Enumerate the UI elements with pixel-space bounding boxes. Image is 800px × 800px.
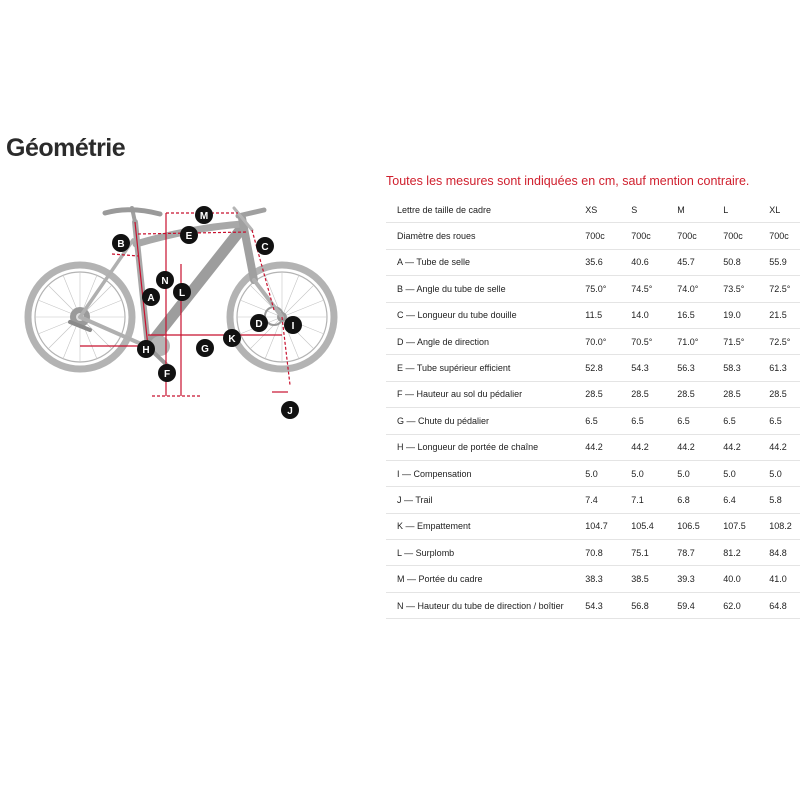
table-row xyxy=(386,460,800,486)
row-value: 55.9 xyxy=(764,249,800,275)
row-value: 5.0 xyxy=(718,460,764,486)
row-value: 70.0° xyxy=(580,328,626,354)
header-size: L xyxy=(718,197,764,223)
row-value: 75.1 xyxy=(626,540,672,566)
row-value: 7.1 xyxy=(626,487,672,513)
table-row xyxy=(386,434,800,460)
header-size: XS xyxy=(580,197,626,223)
row-value: 75.0° xyxy=(580,276,626,302)
badge-c xyxy=(256,237,274,255)
row-value: 73.5° xyxy=(718,276,764,302)
svg-text:D: D xyxy=(255,319,263,330)
row-label: G — Chute du pédalier xyxy=(386,408,580,434)
svg-text:B: B xyxy=(117,239,125,250)
row-value: 11.5 xyxy=(580,302,626,328)
row-value: 62.0 xyxy=(718,592,764,618)
table-row xyxy=(386,487,800,513)
table-row xyxy=(386,513,800,539)
row-value: 52.8 xyxy=(580,355,626,381)
row-value: 74.5° xyxy=(626,276,672,302)
badge-g xyxy=(196,339,214,357)
row-value: 72.5° xyxy=(764,328,800,354)
row-label: K — Empattement xyxy=(386,513,580,539)
row-value: 40.6 xyxy=(626,249,672,275)
row-value: 6.5 xyxy=(672,408,718,434)
row-value: 21.5 xyxy=(764,302,800,328)
table-row xyxy=(386,408,800,434)
row-label: C — Longueur du tube douille xyxy=(386,302,580,328)
row-value: 38.5 xyxy=(626,566,672,592)
table-row xyxy=(386,276,800,302)
badge-n xyxy=(156,271,174,289)
header-size: XL xyxy=(764,197,800,223)
row-value: 78.7 xyxy=(672,540,718,566)
table-row xyxy=(386,540,800,566)
row-label: F — Hauteur au sol du pédalier xyxy=(386,381,580,407)
row-value: 61.3 xyxy=(764,355,800,381)
row-value: 7.4 xyxy=(580,487,626,513)
row-value: 700c xyxy=(672,223,718,249)
row-value: 28.5 xyxy=(626,381,672,407)
row-value: 28.5 xyxy=(764,381,800,407)
row-value: 700c xyxy=(580,223,626,249)
row-value: 14.0 xyxy=(626,302,672,328)
row-value: 5.8 xyxy=(764,487,800,513)
row-label: E — Tube supérieur efficient xyxy=(386,355,580,381)
row-value: 44.2 xyxy=(626,434,672,460)
row-value: 700c xyxy=(626,223,672,249)
table-row xyxy=(386,249,800,275)
row-label: L — Surplomb xyxy=(386,540,580,566)
row-value: 5.0 xyxy=(672,460,718,486)
row-label: I — Compensation xyxy=(386,460,580,486)
row-value: 39.3 xyxy=(672,566,718,592)
svg-text:F: F xyxy=(163,369,171,380)
row-label: H — Longueur de portée de chaîne xyxy=(386,434,580,460)
row-label: B — Angle du tube de selle xyxy=(386,276,580,302)
row-label: M — Portée du cadre xyxy=(386,566,580,592)
geometry-table xyxy=(386,197,800,619)
row-value: 44.2 xyxy=(580,434,626,460)
header-size: S xyxy=(626,197,672,223)
svg-text:G: G xyxy=(201,344,209,355)
row-value: 84.8 xyxy=(764,540,800,566)
table-row xyxy=(386,566,800,592)
letter-badges xyxy=(112,206,302,419)
row-value: 44.2 xyxy=(718,434,764,460)
row-value: 6.5 xyxy=(718,408,764,434)
svg-text:M: M xyxy=(199,211,209,222)
row-value: 28.5 xyxy=(672,381,718,407)
badge-d xyxy=(250,314,268,332)
row-value: 74.0° xyxy=(672,276,718,302)
row-value: 106.5 xyxy=(672,513,718,539)
svg-text:I: I xyxy=(291,321,295,332)
geometry-table-body xyxy=(386,197,800,619)
table-row xyxy=(386,592,800,618)
header-size: M xyxy=(672,197,718,223)
table-row xyxy=(386,328,800,354)
badge-b xyxy=(112,234,130,252)
row-value: 71.0° xyxy=(672,328,718,354)
badge-j xyxy=(281,401,299,419)
row-value: 6.4 xyxy=(718,487,764,513)
row-value: 64.8 xyxy=(764,592,800,618)
table-row xyxy=(386,302,800,328)
svg-text:A: A xyxy=(147,293,155,304)
row-value: 44.2 xyxy=(672,434,718,460)
row-value: 5.0 xyxy=(580,460,626,486)
row-label: A — Tube de selle xyxy=(386,249,580,275)
row-value: 41.0 xyxy=(764,566,800,592)
row-value: 6.8 xyxy=(672,487,718,513)
svg-text:E: E xyxy=(185,231,193,242)
row-value: 45.7 xyxy=(672,249,718,275)
table-row xyxy=(386,355,800,381)
row-value: 16.5 xyxy=(672,302,718,328)
row-value: 19.0 xyxy=(718,302,764,328)
row-value: 59.4 xyxy=(672,592,718,618)
table-row xyxy=(386,381,800,407)
row-value: 5.0 xyxy=(626,460,672,486)
row-value: 28.5 xyxy=(580,381,626,407)
row-value: 105.4 xyxy=(626,513,672,539)
row-value: 6.5 xyxy=(626,408,672,434)
row-value: 108.2 xyxy=(764,513,800,539)
badge-m xyxy=(195,206,213,224)
svg-text:N: N xyxy=(161,276,169,287)
row-label: Diamètre des roues xyxy=(386,223,580,249)
badge-l xyxy=(173,283,191,301)
badge-i xyxy=(284,316,302,334)
row-value: 28.5 xyxy=(718,381,764,407)
svg-text:L: L xyxy=(178,288,186,299)
row-value: 5.0 xyxy=(764,460,800,486)
row-value: 54.3 xyxy=(626,355,672,381)
table-row xyxy=(386,223,800,249)
table-header-row xyxy=(386,197,800,223)
row-value: 70.8 xyxy=(580,540,626,566)
row-value: 56.3 xyxy=(672,355,718,381)
row-value: 58.3 xyxy=(718,355,764,381)
row-value: 44.2 xyxy=(764,434,800,460)
row-value: 107.5 xyxy=(718,513,764,539)
row-label: D — Angle de direction xyxy=(386,328,580,354)
page-title: Géométrie xyxy=(6,134,126,162)
header-label: Lettre de taille de cadre xyxy=(386,197,580,223)
row-value: 6.5 xyxy=(580,408,626,434)
badge-a xyxy=(142,288,160,306)
badge-e xyxy=(180,226,198,244)
row-value: 40.0 xyxy=(718,566,764,592)
units-notice: Toutes les mesures sont indiquées en cm, sauf mention contraire. xyxy=(386,174,750,188)
badge-h xyxy=(137,340,155,358)
badge-f xyxy=(158,364,176,382)
row-value: 35.6 xyxy=(580,249,626,275)
svg-text:K: K xyxy=(228,334,236,345)
row-value: 54.3 xyxy=(580,592,626,618)
row-label: J — Trail xyxy=(386,487,580,513)
row-value: 700c xyxy=(764,223,800,249)
svg-text:C: C xyxy=(261,242,269,253)
row-value: 81.2 xyxy=(718,540,764,566)
row-value: 71.5° xyxy=(718,328,764,354)
row-value: 700c xyxy=(718,223,764,249)
row-value: 56.8 xyxy=(626,592,672,618)
svg-text:J: J xyxy=(287,406,293,417)
row-value: 38.3 xyxy=(580,566,626,592)
row-value: 70.5° xyxy=(626,328,672,354)
row-value: 50.8 xyxy=(718,249,764,275)
svg-text:H: H xyxy=(142,345,150,356)
row-value: 104.7 xyxy=(580,513,626,539)
bike-geometry-diagram xyxy=(20,200,350,425)
row-value: 72.5° xyxy=(764,276,800,302)
badge-k xyxy=(223,329,241,347)
row-label: N — Hauteur du tube de direction / boîtier xyxy=(386,592,580,618)
row-value: 6.5 xyxy=(764,408,800,434)
